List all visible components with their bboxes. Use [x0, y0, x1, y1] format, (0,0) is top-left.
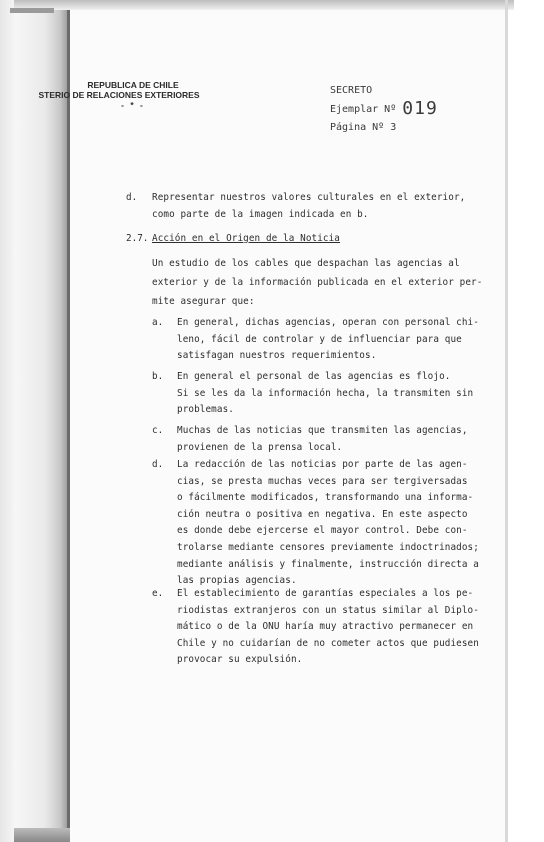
- item-c-line: provienen de la prensa local.: [177, 441, 343, 453]
- item-d-line: o fácilmente modificados, transformando una informa-: [177, 492, 474, 504]
- item-b-line: En general el personal de las agencias es flojo.: [177, 371, 451, 382]
- copy-number-line: [330, 100, 438, 119]
- classification-label: SECRETO: [330, 85, 373, 96]
- item-c-line: Muchas de las noticias que transmiten las agencias,: [177, 425, 468, 436]
- intro-line: exterior y de la información publicada en el exterior per-: [152, 277, 483, 288]
- binding-bottom-shadow: [14, 828, 74, 842]
- item-e-line: mático o de la ONU haría muy atractivo permanecer en: [177, 621, 474, 633]
- item-d-line: las propias agencias.: [177, 575, 297, 587]
- item-e-line: Chile y no cuidarían de no cometer actos que pudiesen: [177, 637, 479, 649]
- intro-line: Un estudio de los cables que despachan las agencias al: [152, 258, 460, 269]
- item-c-marker: c.: [152, 425, 164, 436]
- copy-label: Ejemplar Nº: [330, 104, 397, 115]
- item-a-marker: a.: [152, 317, 164, 328]
- scan-top-tab: [10, 8, 54, 13]
- letterhead: [38, 80, 218, 110]
- item-d-marker: d.: [152, 459, 164, 470]
- item-d-line: trolarse mediante censores previamente indoctrinados;: [177, 542, 479, 553]
- item-d-line: es donde debe ejercerse el mayor control. Debe con-: [177, 525, 468, 537]
- item-d-line: ción neutra o positiva en negativa. En este aspecto: [177, 508, 468, 520]
- section-title: Acción en el Origen de la Noticia: [152, 233, 341, 244]
- item-e-line: El establecimiento de garantías especiales a los pe-: [177, 588, 474, 599]
- letterhead-ornament: - * -: [121, 100, 145, 110]
- intro-line: mite asegurar que:: [152, 296, 255, 307]
- scan-top-edge: [14, 0, 514, 10]
- item-e-line: provocar su expulsión.: [177, 654, 303, 666]
- page-right-edge: [505, 0, 508, 842]
- section-number: 2.7.: [126, 233, 149, 244]
- page-number-label: Página Nº 3: [330, 122, 397, 133]
- item-d-line: La redacción de las noticias por parte de las agen-: [177, 459, 468, 470]
- copy-number: 019: [402, 98, 438, 119]
- item-e-marker: e.: [152, 588, 164, 599]
- item-d-line: cias, se presta muchas veces para ser tergiversadas: [177, 475, 468, 487]
- item-b-marker: b.: [152, 371, 164, 382]
- item-d-line: como parte de la imagen indicada en b.: [152, 208, 369, 220]
- item-d-marker: d.: [126, 192, 138, 203]
- letterhead-ministry: STERIO DE RELACIONES EXTERIORES: [38, 90, 200, 100]
- letterhead-country: REPUBLICA DE CHILE: [87, 80, 179, 90]
- item-b-line: problemas.: [177, 404, 234, 416]
- item-d-line: Representar nuestros valores culturales en el exterior,: [152, 192, 466, 203]
- scan-left-strip: [0, 0, 15, 842]
- item-a-line: leno, fácil de controlar y de influenciar para que: [177, 333, 462, 345]
- binding-spine: [14, 0, 70, 842]
- item-b-line: Si se les da la información hecha, la transmiten sin: [177, 387, 474, 399]
- item-a-line: En general, dichas agencias, operan con personal chi-: [177, 317, 479, 328]
- item-e-line: riodistas extranjeros con un status similar al Diplo-: [177, 604, 479, 616]
- item-d-line: mediante análisis y finalmente, instrucción directa a: [177, 558, 479, 570]
- item-a-line: satisfagan nuestros requerimientos.: [177, 350, 377, 362]
- document-control-block: [330, 82, 438, 137]
